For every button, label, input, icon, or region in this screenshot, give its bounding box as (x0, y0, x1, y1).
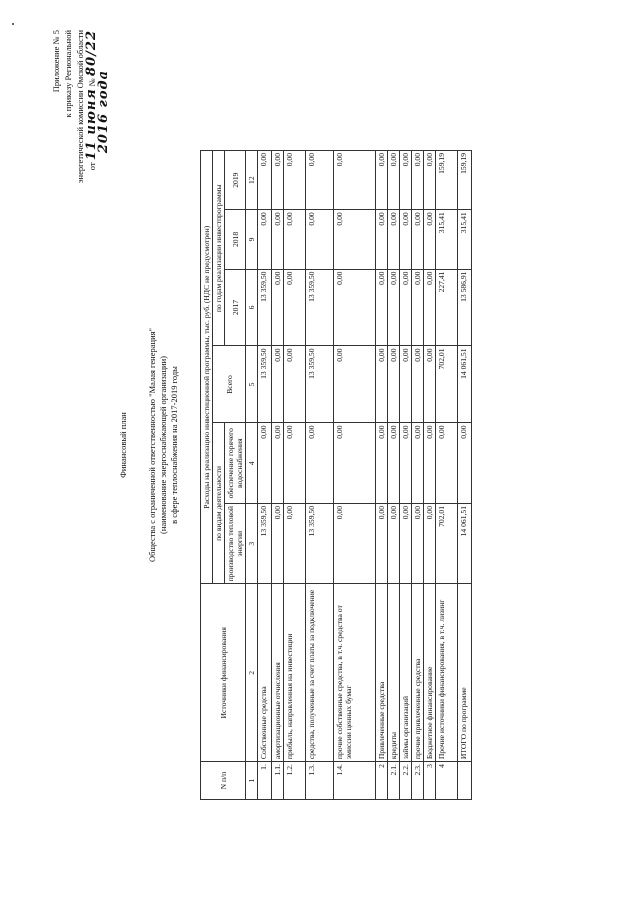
table-row (412, 151, 424, 800)
cell-2017: 0,00 (388, 269, 400, 346)
table-row (436, 151, 458, 800)
cell-2018: 0,00 (306, 210, 334, 269)
cell-2018: 0,00 (412, 210, 424, 269)
col-index: 9 (246, 210, 258, 269)
cell-2017: 0,00 (376, 269, 388, 346)
organization-name: Общества с ограниченной ответственностью "Малая генерация" (147, 327, 157, 563)
col-index: 12 (246, 151, 258, 210)
cell-total: 0,00 (284, 346, 306, 423)
cell-total: 14 061,51 (458, 346, 472, 423)
cell-2019: 0,00 (306, 151, 334, 210)
row-number: 2.1. (388, 762, 400, 800)
cell-hot-water: 0,00 (458, 423, 472, 504)
cell-2017: 0,00 (400, 269, 412, 346)
financial-plan-table (200, 150, 472, 800)
table-row (258, 151, 272, 800)
row-source-name: Бюджетное финансирование (424, 584, 436, 762)
cell-production: 0,00 (424, 503, 436, 584)
row-source-name: прочие привлеченные средства (412, 584, 424, 762)
table-row (272, 151, 284, 800)
row-source-name: Привлеченные средства (376, 584, 388, 762)
document-title: Финансовый план (118, 412, 128, 478)
appendix-no: № (87, 78, 97, 87)
cell-total: 0,00 (334, 346, 376, 423)
cell-total: 702,01 (436, 346, 458, 423)
cell-production: 0,00 (272, 503, 284, 584)
cell-2017: 0,00 (272, 269, 284, 346)
cell-total: 0,00 (388, 346, 400, 423)
cell-production: 0,00 (334, 503, 376, 584)
cell-2019: 0,00 (388, 151, 400, 210)
row-number: 4 (436, 762, 458, 800)
cell-production: 13 359,50 (258, 503, 272, 584)
cell-2017: 13 359,50 (258, 269, 272, 346)
cell-hot-water: 0,00 (284, 423, 306, 504)
cell-hot-water: 0,00 (400, 423, 412, 504)
row-number: 3 (424, 762, 436, 800)
table-row (424, 151, 436, 800)
cell-total: 0,00 (400, 346, 412, 423)
appendix-from: от (87, 162, 97, 171)
handwritten-date: 11 июня (84, 88, 99, 161)
row-source-name: Прочие источники финансирования, в т.ч. лизинг (436, 584, 458, 762)
cell-2019: 0,00 (258, 151, 272, 210)
row-source-name: средства, полученные за счет платы за подключение (306, 584, 334, 762)
table-row (306, 151, 334, 800)
cell-2018: 0,00 (388, 210, 400, 269)
cell-2018: 0,00 (334, 210, 376, 269)
cell-2017: 0,00 (284, 269, 306, 346)
cell-hot-water: 0,00 (388, 423, 400, 504)
row-number: 2.2. (400, 762, 412, 800)
handwritten-year: 2016 года (96, 70, 111, 154)
col-index: 6 (246, 269, 258, 346)
row-number: 1.2. (284, 762, 306, 800)
cell-hot-water: 0,00 (436, 423, 458, 504)
cell-hot-water: 0,00 (412, 423, 424, 504)
header-production: производство тепловой энергии (225, 503, 246, 584)
table-row (400, 151, 412, 800)
document-subtitle: в сфере теплоснабжения на 2017-2019 годы (169, 366, 179, 524)
cell-2018: 0,00 (272, 210, 284, 269)
cell-production: 0,00 (376, 503, 388, 584)
table-row (334, 151, 376, 800)
header-expenses: Расходы на реализацию инвестиционной программы, тыс. руб. (НДС не предусмотрен) (201, 151, 213, 585)
row-number: 1.1. (272, 762, 284, 800)
table-row (284, 151, 306, 800)
cell-production: 702,01 (436, 503, 458, 584)
col-index: 5 (246, 346, 258, 423)
cell-2018: 0,00 (400, 210, 412, 269)
cell-2019: 0,00 (376, 151, 388, 210)
row-source-name: прибыль, направленная на инвестиции (284, 584, 306, 762)
row-source-name: Собственные средства (258, 584, 272, 762)
row-source-name: кредиты (388, 584, 400, 762)
table-body (258, 151, 472, 800)
row-number: 1.3. (306, 762, 334, 800)
appendix-order: к приказу Региональной (63, 30, 73, 118)
cell-2017: 13 359,50 (306, 269, 334, 346)
row-source-name: амортизационные отчисления (272, 584, 284, 762)
row-number: 2 (376, 762, 388, 800)
header-year-2018: 2018 (225, 210, 246, 269)
col-index: 3 (246, 503, 258, 584)
col-index: 2 (246, 584, 258, 762)
cell-2019: 0,00 (400, 151, 412, 210)
cell-production: 0,00 (412, 503, 424, 584)
cell-2018: 0,00 (258, 210, 272, 269)
cell-total: 0,00 (272, 346, 284, 423)
appendix-block (50, 30, 110, 210)
cell-total: 13 359,50 (258, 346, 272, 423)
cell-hot-water: 0,00 (376, 423, 388, 504)
cell-2018: 0,00 (376, 210, 388, 269)
cell-2018: 0,00 (284, 210, 306, 269)
cell-2017: 227,41 (436, 269, 458, 346)
row-source-name: прочие собственные средства, в т.ч. средства от эмиссии ценных бумаг (334, 584, 376, 762)
header-num: N п/п (201, 762, 246, 800)
cell-2018: 315,41 (436, 210, 458, 269)
row-number (458, 762, 472, 800)
cell-total: 0,00 (376, 346, 388, 423)
cell-2019: 0,00 (424, 151, 436, 210)
column-index-row (246, 151, 258, 800)
cell-2018: 315,41 (458, 210, 472, 269)
cell-production: 13 359,50 (306, 503, 334, 584)
appendix-commission: энергетической комиссии Омской области (75, 30, 85, 184)
cell-2019: 0,00 (272, 151, 284, 210)
cell-2019: 159,19 (436, 151, 458, 210)
cell-2018: 0,00 (424, 210, 436, 269)
cell-production: 0,00 (388, 503, 400, 584)
organization-caption: (наименование энергоснабжающей организации) (158, 356, 168, 534)
cell-hot-water: 0,00 (334, 423, 376, 504)
cell-hot-water: 0,00 (306, 423, 334, 504)
row-number: 2.3. (412, 762, 424, 800)
header-year-2019: 2019 (225, 151, 246, 210)
header-total: Всего (213, 346, 246, 423)
cell-hot-water: 0,00 (424, 423, 436, 504)
cell-total: 0,00 (424, 346, 436, 423)
table-row (458, 151, 472, 800)
cell-2019: 0,00 (334, 151, 376, 210)
cell-production: 14 061,51 (458, 503, 472, 584)
handwritten-number: 80/22 (84, 30, 99, 76)
row-number: 1.4. (334, 762, 376, 800)
cell-2019: 0,00 (412, 151, 424, 210)
header-year-2017: 2017 (225, 269, 246, 346)
document-titles (118, 235, 180, 655)
cell-2017: 0,00 (412, 269, 424, 346)
cell-production: 0,00 (284, 503, 306, 584)
cell-2017: 13 586,91 (458, 269, 472, 346)
cell-hot-water: 0,00 (258, 423, 272, 504)
row-number: 1. (258, 762, 272, 800)
scan-speck (12, 23, 14, 25)
header-source: Источники финансирования (201, 584, 246, 762)
col-index: 4 (246, 423, 258, 504)
table-row (376, 151, 388, 800)
row-source-name: займы организаций (400, 584, 412, 762)
cell-hot-water: 0,00 (272, 423, 284, 504)
cell-2017: 0,00 (424, 269, 436, 346)
row-source-name: ИТОГО по программе (458, 584, 472, 762)
cell-2017: 0,00 (334, 269, 376, 346)
cell-total: 13 359,50 (306, 346, 334, 423)
header-activity: по видам деятельности (213, 423, 225, 584)
header-hot-water: обеспечение горячего водоснабжения (225, 423, 246, 504)
cell-total: 0,00 (412, 346, 424, 423)
header-years: по годам реализации инвестпрограммы (213, 151, 225, 347)
appendix-title: Приложение № 5 (51, 30, 61, 93)
cell-2019: 159,19 (458, 151, 472, 210)
table-row (388, 151, 400, 800)
col-index: 1 (246, 762, 258, 800)
cell-production: 0,00 (400, 503, 412, 584)
cell-2019: 0,00 (284, 151, 306, 210)
